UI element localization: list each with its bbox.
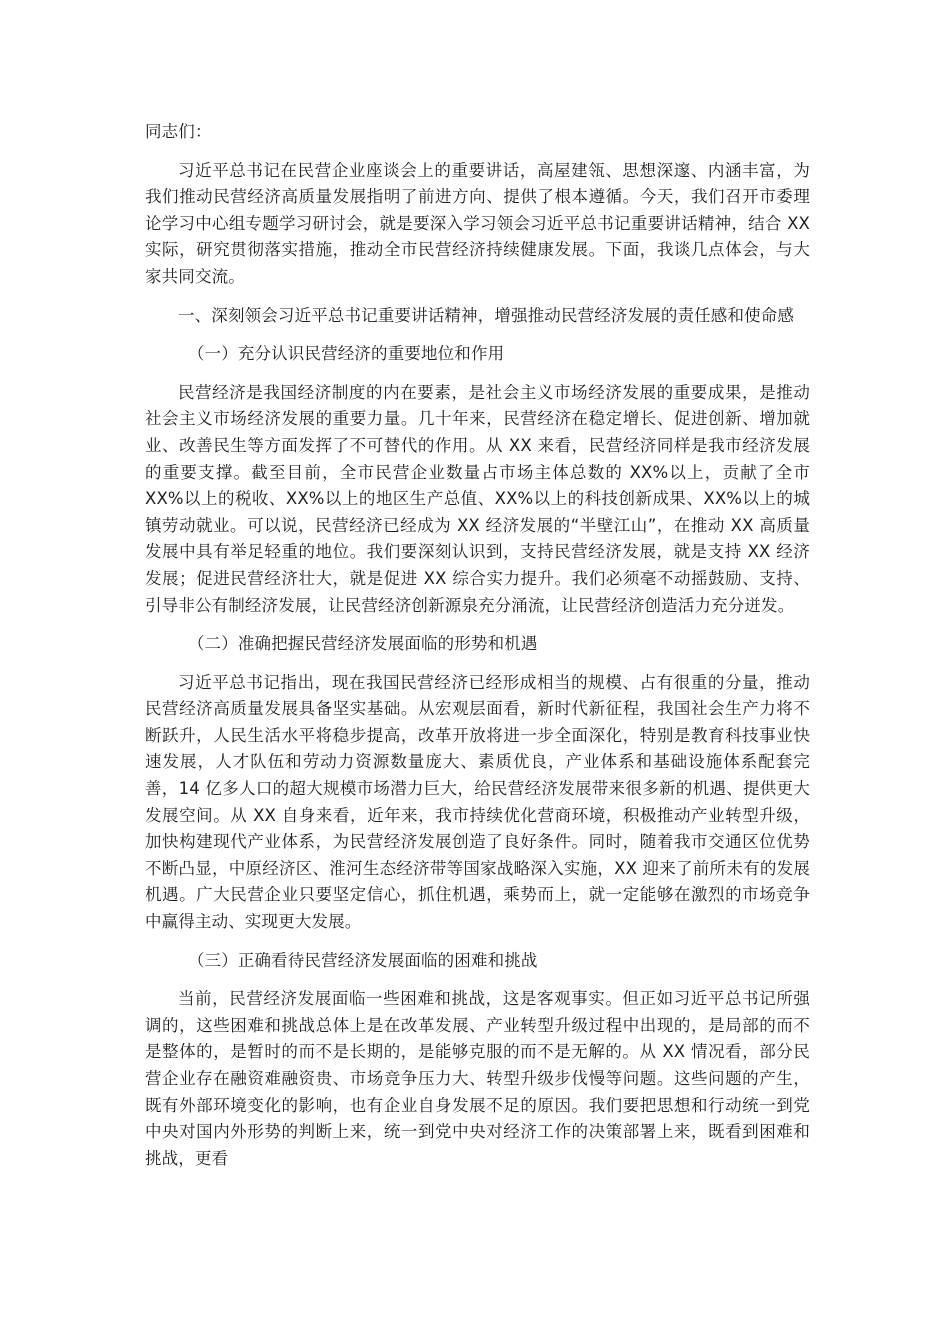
document-body	[145, 119, 810, 1184]
body-paragraph-3: 当前，民营经济发展面临一些困难和挑战，这是客观事实。但正如习近平总书记所强调的，这些困难和挑战总体上是在改革发展、产业转型升级过程中出现的，是局部的而不是整体的，是暂时的而不是长期的，是能够克服的而不是无解的。从 XX 情况看，部分民营企业存在融资难融资贵、市场竞争压力大、转型升级步伐慢等问题。这些问题的产生，既有外部环境变化的影响，也有企业自身发展不足的原因。我们要把思想和行动统一到党中央对国内外形势的判断上来，统一到党中央对经济工作的决策部署上来，既看到困难和挑战，更看	[145, 989, 810, 1168]
body-paragraph-1: 民营经济是我国经济制度的内在要素，是社会主义市场经济发展的重要成果，是推动社会主义市场经济发展的重要力量。几十年来，民营经济在稳定增长、促进创新、增加就业、改善民生等方面发挥了不可替代的作用。从 XX 来看，民营经济同样是我市经济发展的重要支撑。截至目前，全市民营企业数量占市场主体总数的 XX%以上，贡献了全市 XX%以上的税收、XX%以上的地区生产总值、XX%以上的科技创新成果、XX%以上的城镇劳动就业。可以说，民营经济已经成为 XX 经济发展的“半壁江山”，在推动 XX 高质量发展中具有举足轻重的地位。我们要深刻认识到，支持民营经济发展，就是支持 XX 经济发展；促进民营经济壮大，就是促进 XX 综合实力提升。我们必须毫不动摇鼓励、支持、引导非公有制经济发展，让民营经济创新源泉充分涌流，让民营经济创造活力充分迸发。	[145, 382, 810, 615]
subheading-1: （一）充分认识民营经济的重要地位和作用	[187, 344, 505, 364]
body-paragraph-2: 习近平总书记指出，现在我国民营经济已经形成相当的规模、占有很重的分量，推动民营经济高质量发展具备坚实基础。从宏观层面看，新时代新征程，我国社会生产力将不断跃升，人民生活水平将稳步提高，改革开放将进一步全面深化，特别是教育科技事业快速发展，人才队伍和劳动力资源数量庞大、素质优良，产业体系和基础设施体系配套完善，14 亿多人口的超大规模市场潜力巨大，给民营经济发展带来很多新的机遇、提供更大发展空间。从 XX 自身来看，近年来，我市持续优化营商环境，积极推动产业转型升级，加快构建现代产业体系，为民营经济发展创造了良好条件。同时，随着我市交通区位优势不断凸显，中原经济区、淮河生态经济带等国家战略深入实施，XX 迎来了前所未有的发展机遇。广大民营企业只要坚定信心，抓住机遇，乘势而上，就一定能够在激烈的市场竞争中赢得主动、实现更大发展。	[145, 672, 810, 932]
salutation: 同志们：	[145, 122, 212, 141]
subheading-2: （二）准确把握民营经济发展面临的形势和机遇	[187, 634, 538, 654]
subheading-3: （三）正确看待民营经济发展面临的困难和挑战	[187, 950, 538, 970]
intro-paragraph: 习近平总书记在民营企业座谈会上的重要讲话，高屋建瓴、思想深邃、内涵丰富，为我们推动民营经济高质量发展指明了前进方向、提供了根本遵循。今天，我们召开市委理论学习中心组专题学习研讨会，就是要深入学习领会习近平总书记重要讲话精神，结合 XX 实际，研究贯彻落实措施，推动全市民营经济持续健康发展。下面，我谈几点体会，与大家共同交流。	[145, 160, 810, 286]
section-heading-1: 一、深刻领会习近平总书记重要讲话精神，增强推动民营经济发展的责任感和使命感	[178, 305, 795, 325]
